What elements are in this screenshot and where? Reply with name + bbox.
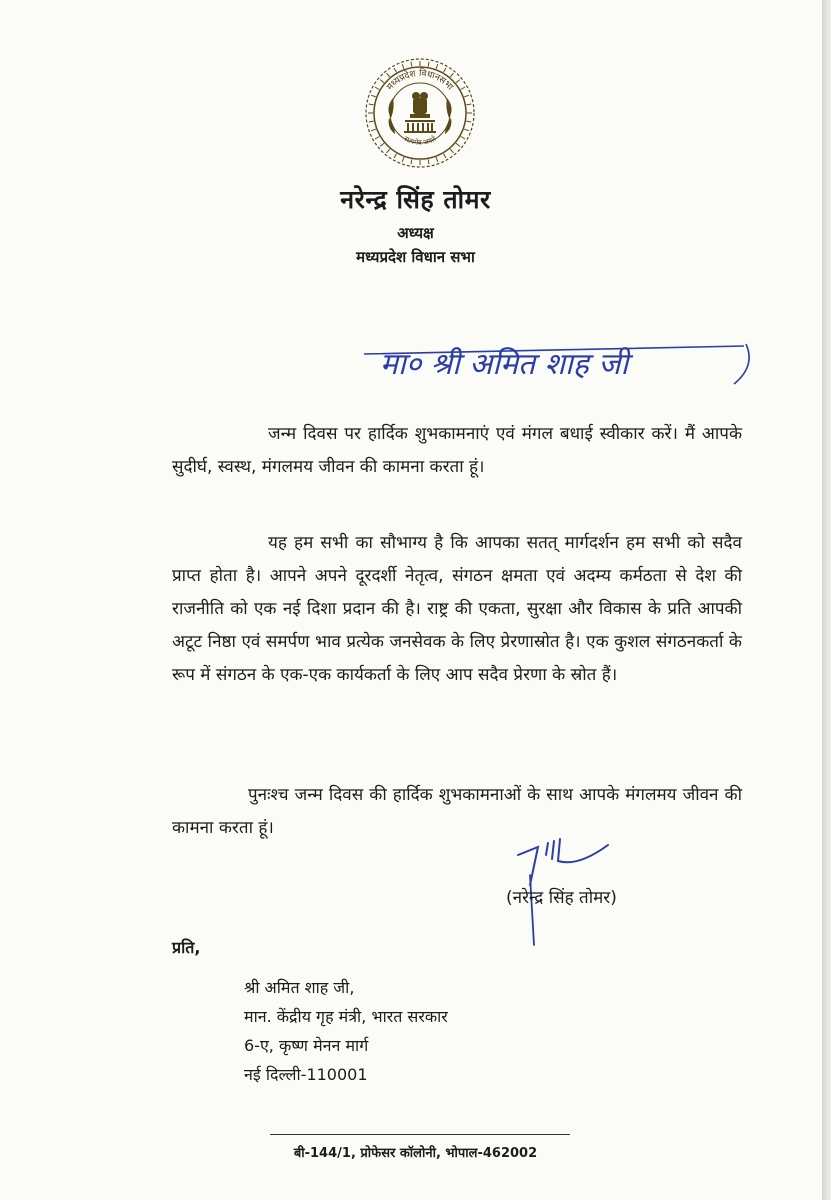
letterhead-assembly: मध्यप्रदेश विधान सभा xyxy=(356,248,475,266)
letterhead-designation: अध्यक्ष xyxy=(397,224,434,242)
emblem-top-text: मध्यप्रदेश विधानसभा xyxy=(385,68,455,93)
assembly-emblem-seal xyxy=(363,56,477,170)
body-paragraph-2: यह हम सभी का सौभाग्य है कि आपका सतत् मार्गदर्शन हम सभी को सदैव प्राप्त होता है। आपने अपने दूरदर्शी नेतृत्व, संगठन क्षमता एवं अदम्य कर्मठता से देश की राजनीति को एक नई दिशा प्रदान की है। राष्ट्र की एकता, सुरक्षा और विकास के प्रति आपकी अटूट निष्ठा एवं समर्पण भाव प्रत्येक जनसेवक के लिए प्रेरणास्रोत है। एक कुशल संगठनकर्ता के रूप में संगठन के एक-एक कार्यकर्ता के लिए आप सदैव प्रेरणा के स्रोत हैं। xyxy=(172,533,742,685)
footer-address: बी-144/1, प्रोफेसर कॉलोनी, भोपाल-462002 xyxy=(293,1146,538,1161)
recipient-city: नई दिल्ली-110001 xyxy=(244,1065,368,1084)
recipient-street: 6-ए, कृष्ण मेनन मार्ग xyxy=(244,1036,369,1055)
body-paragraph-1: जन्म दिवस पर हार्दिक शुभकामनाएं एवं मंगल बधाई स्वीकार करें। मैं आपके सुदीर्घ, स्वस्थ, मंगलमय जीवन की कामना करता हूं। xyxy=(172,424,742,477)
recipient-name: श्री अमित शाह जी, xyxy=(244,978,355,997)
letterhead-name: नरेन्द्र सिंह तोमर xyxy=(340,185,491,214)
salutation-text: मा० श्री अमित शाह जी xyxy=(380,347,629,382)
recipient-label: प्रति, xyxy=(172,938,201,957)
svg-text:सत्यमेव जयते xyxy=(403,134,439,147)
emblem-motto-text: सत्यमेव जयते xyxy=(402,134,438,147)
page-edge xyxy=(822,0,831,1200)
handwritten-salutation xyxy=(354,336,754,396)
signatory-name: (नरेन्द्र सिंह तोमर) xyxy=(506,888,617,908)
recipient-designation: मान. केंद्रीय गृह मंत्री, भारत सरकार xyxy=(244,1007,448,1026)
body-paragraph-3: पुनःश्च जन्म दिवस की हार्दिक शुभकामनाओं के साथ आपके मंगलमय जीवन की कामना करता हूं। xyxy=(172,785,742,838)
footer-divider xyxy=(270,1134,570,1135)
